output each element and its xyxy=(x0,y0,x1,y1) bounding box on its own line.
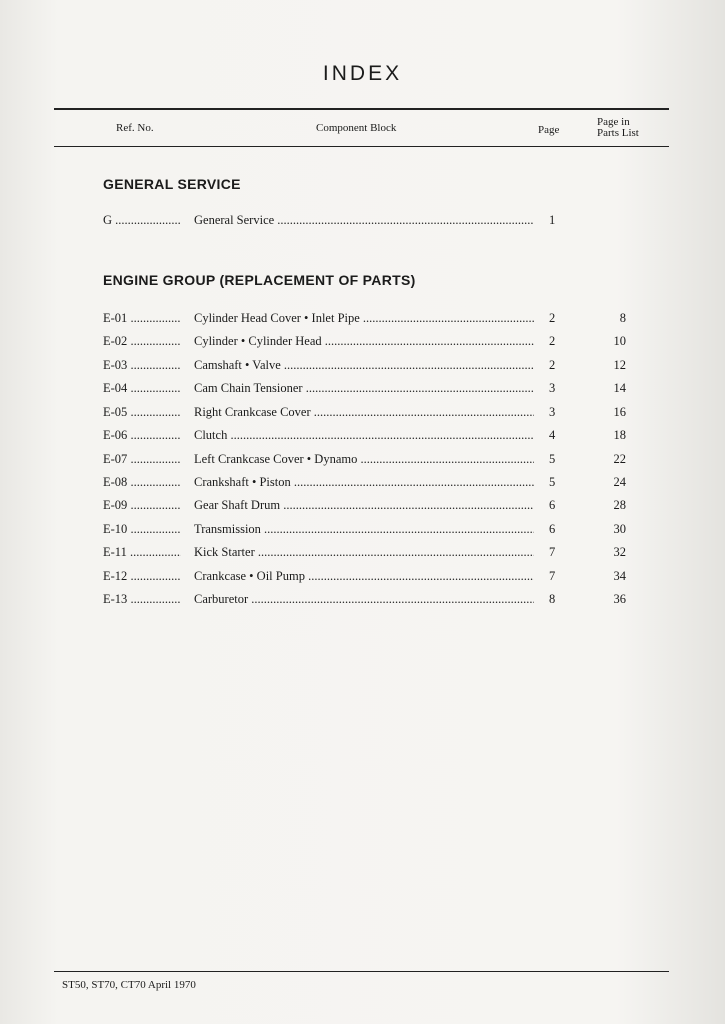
row-component: Cylinder Head Cover • Inlet Pipe ..... xyxy=(194,311,534,326)
index-row-e06 xyxy=(0,428,725,448)
row-parts-page: 28 xyxy=(613,498,626,512)
row-parts-page: 30 xyxy=(613,522,626,536)
index-row-e02 xyxy=(0,334,725,354)
header-page-in-parts-list xyxy=(597,117,639,139)
row-page: 2 xyxy=(549,311,556,325)
row-page: 2 xyxy=(549,334,556,348)
row-page: 6 xyxy=(549,522,556,536)
row-ref: G ..... xyxy=(103,213,181,228)
row-component: Clutch ..... xyxy=(194,428,534,443)
row-component: Crankcase • Oil Pump ..... xyxy=(194,569,534,584)
row-ref: E-05 ..... xyxy=(103,405,181,420)
row-component: Cylinder • Cylinder Head ..... xyxy=(194,334,534,349)
row-page: 5 xyxy=(549,475,556,489)
row-component: General Service ..... xyxy=(194,213,534,228)
index-row-e08 xyxy=(0,475,725,495)
row-ref: E-12 ..... xyxy=(103,569,181,584)
row-parts-page: 10 xyxy=(613,334,626,348)
row-ref: E-01 ..... xyxy=(103,311,181,326)
index-row-e13 xyxy=(0,592,725,612)
header-page-in-line1: Page in xyxy=(597,116,630,128)
row-page: 8 xyxy=(549,592,556,606)
row-ref: E-07 ..... xyxy=(103,452,181,467)
row-page: 7 xyxy=(549,569,556,583)
page-title: INDEX xyxy=(322,62,403,85)
row-ref: E-08 ..... xyxy=(103,475,181,490)
row-ref: E-03 ..... xyxy=(103,358,181,373)
footer-text: ST50, ST70, CT70 April 1970 xyxy=(62,979,196,991)
index-row-e03 xyxy=(0,358,725,378)
row-page: 7 xyxy=(549,545,556,559)
row-ref: E-04 ..... xyxy=(103,381,181,396)
index-row-g xyxy=(0,213,725,233)
row-page: 1 xyxy=(549,213,556,227)
row-page: 3 xyxy=(549,405,556,419)
row-parts-page: 18 xyxy=(613,428,626,442)
row-page: 6 xyxy=(549,498,556,512)
row-page: 4 xyxy=(549,428,556,442)
row-page: 5 xyxy=(549,452,556,466)
row-parts-page: 24 xyxy=(613,475,626,489)
row-component: Crankshaft • Piston ..... xyxy=(194,475,534,490)
row-parts-page: 12 xyxy=(613,358,626,372)
index-row-e12 xyxy=(0,569,725,589)
row-component: Right Crankcase Cover ..... xyxy=(194,405,534,420)
index-row-e05 xyxy=(0,405,725,425)
row-parts-page: 34 xyxy=(613,569,626,583)
row-parts-page: 16 xyxy=(613,405,626,419)
row-component: Gear Shaft Drum ..... xyxy=(194,498,534,513)
footer-rule xyxy=(54,971,669,972)
row-component: Camshaft • Valve ..... xyxy=(194,358,534,373)
row-parts-page: 8 xyxy=(619,311,626,325)
row-parts-page: 22 xyxy=(613,452,626,466)
row-component: Carburetor ..... xyxy=(194,592,534,607)
index-row-e09 xyxy=(0,498,725,518)
header-rule xyxy=(54,146,669,147)
header-ref-no: Ref. No. xyxy=(116,122,154,134)
header-page: Page xyxy=(538,124,560,136)
header-page-in-line2: Parts List xyxy=(597,127,639,139)
index-row-e10 xyxy=(0,522,725,542)
row-ref: E-02 ..... xyxy=(103,334,181,349)
row-parts-page: 14 xyxy=(613,381,626,395)
row-page: 2 xyxy=(549,358,556,372)
top-rule xyxy=(54,108,669,110)
section-title-general-service: GENERAL SERVICE xyxy=(103,176,241,192)
index-row-e04 xyxy=(0,381,725,401)
row-component: Kick Starter ..... xyxy=(194,545,534,560)
row-ref: E-10 ..... xyxy=(103,522,181,537)
row-parts-page: 36 xyxy=(613,592,626,606)
index-row-e11 xyxy=(0,545,725,565)
index-row-e01 xyxy=(0,311,725,331)
row-parts-page: 32 xyxy=(613,545,626,559)
row-component: Left Crankcase Cover • Dynamo ..... xyxy=(194,452,534,467)
row-ref: E-06 ..... xyxy=(103,428,181,443)
section-title-engine-group: ENGINE GROUP (REPLACEMENT OF PARTS) xyxy=(103,272,416,288)
row-ref: E-11 ..... xyxy=(103,545,181,560)
row-page: 3 xyxy=(549,381,556,395)
row-component: Cam Chain Tensioner ..... xyxy=(194,381,534,396)
row-ref: E-09 ..... xyxy=(103,498,181,513)
header-component-block: Component Block xyxy=(316,122,397,134)
row-ref: E-13 ..... xyxy=(103,592,181,607)
row-component: Transmission ..... xyxy=(194,522,534,537)
index-row-e07 xyxy=(0,452,725,472)
